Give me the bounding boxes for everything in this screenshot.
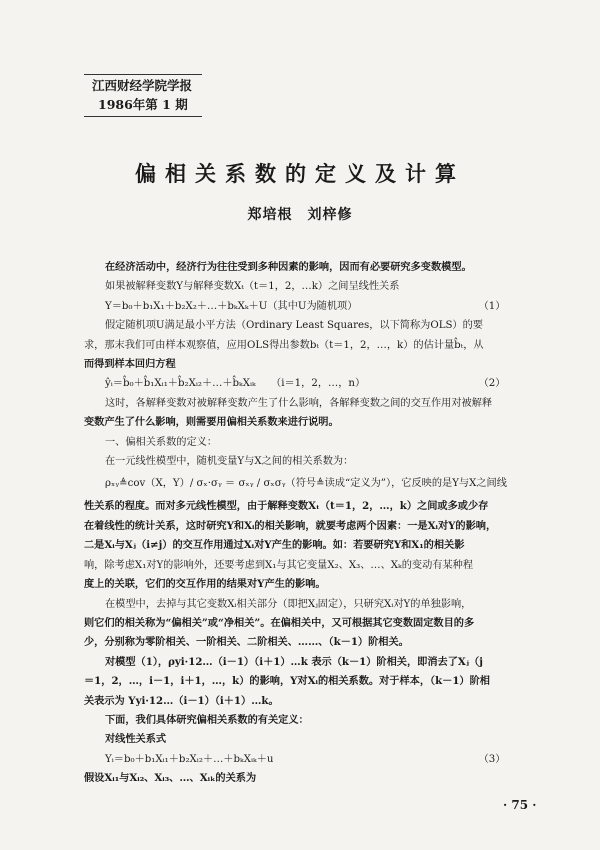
journal-name: 江西财经学院学报 [92,78,193,93]
equation-2: ŷᵢ＝b̂₀＋b̂₁Xᵢ₁＋b̂₂Xᵢ₂＋…＋b̂ₖXᵢₖ （i＝1，2，…，n） [105,378,366,390]
body-line: 二是Xᵢ与Xⱼ（i≠j）的交互作用通过Xᵢ对Y产生的影响。如：若要研究Y和X₁的相关影 [84,539,465,552]
equation-line [84,750,528,769]
equation-number: （2） [478,378,506,390]
page-number: · 75 · [503,798,537,812]
body-line: 对模型（1），ρyi·12…（i－1）（i＋1）…k 表示（k－1）阶相关，即消去了Xⱼ（j [105,655,483,668]
body-line: 下面，我们具体研究偏相关系数的有关定义： [105,713,309,726]
equation-number: （1） [478,300,506,312]
equation-line [84,297,528,316]
section-heading: 一、偏相关系数的定义： [105,436,218,448]
equation-number: （3） [478,753,506,765]
body-line: 关表示为 Yyi·12…（i－1）（i＋1）…k。 [84,694,279,707]
body-line: 这时，各解释变数对被解释变数产生了什么影响，各解释变数之间的交互作用对被解释 [105,397,493,409]
article-body [84,258,528,789]
body-line: 则它们的相关称为“偏相关”或“净相关”。在偏相关中，又可根据其它变数固定数目的多 [84,616,475,629]
body-line: 求，那末我们可由样本观察值，应用OLS得出参数bₜ（t＝1，2，…，k）的估计量b̂ₜ，从 [84,339,484,351]
body-line: ＝1，2，…，i－1，i＋1，…，k）的影响，Y对Xᵢ的相关系数。对于样本，（k－1）阶相 [84,675,490,688]
body-line: 在模型中，去掉与其它变数Xᵢ相关部分（即把Xⱼ固定），只研究Xᵢ对Y的单独影响， [105,598,472,610]
equation-1: Y＝b₀＋b₁X₁＋b₂X₂＋…＋bₖXₖ＋U（其中U为随机项） [105,300,358,312]
body-line: 在经济活动中，经济行为往往受到多种因素的影响，因而有必要研究多变数模型。 [105,261,472,273]
article-authors: 郑培根 刘梓修 [247,207,353,223]
journal-issue: 1986年第 1 期 [98,97,188,112]
body-line: 假设Xᵢ₁与Xᵢ₂、Xᵢ₃、…、Xᵢₖ的关系为 [84,772,257,785]
body-line: 变数产生了什么影响，则需要用偏相关系数来进行说明。 [84,416,339,429]
body-line: 而得到样本回归方程 [84,358,176,371]
body-line: 度上的关联，它们的交互作用的结果对Y产生的影响。 [84,578,326,591]
body-line: 假定随机项U满足最小平方法（Ordinary Least Squares，以下简称为OLS）的要 [105,320,483,332]
body-line: 对线性关系式 [105,733,167,746]
formula-line: ρₓᵧ≜cov（X，Y）/ σₓ·σᵧ ＝ σₓᵧ / σₓσᵧ（符号≜读成“定义为”），它反映的是Y与X之间线 [105,478,507,490]
body-line: 性关系的程度。而对多元线性模型，由于解释变数Xₜ（t＝1，2，…，k）之间或多或少存 [84,500,489,513]
equation-line [84,374,528,393]
article-title: 偏相关系数的定义及计算 [135,161,465,186]
body-line: 如果被解释变数Y与解释变数Xₜ（t＝1，2，…k）之间呈线性关系 [105,281,400,293]
body-line: 在着线性的统计关系，这时研究Y和Xᵢ的相关影响，就要考虑两个因素：一是Xᵢ对Y的影响， [84,519,497,532]
body-line: 响，除考虑X₁对Y的影响外，还要考虑到X₁与其它变量X₂、X₃、…、Xₖ的变动有某种程 [84,559,474,571]
header-rule-top [84,74,202,75]
journal-header [92,76,192,114]
header-rule-bottom [84,116,202,117]
equation-3: Yᵢ＝b₀＋b₁Xᵢ₁＋b₂Xᵢ₂＋…＋bₖXᵢₖ＋u [105,753,274,765]
body-line: 在一元线性模型中，随机变量Y与X之间的相关系数为： [105,456,354,468]
body-line: 少，分别称为零阶相关、一阶相关、二阶相关、……、（k－1）阶相关。 [84,636,409,649]
